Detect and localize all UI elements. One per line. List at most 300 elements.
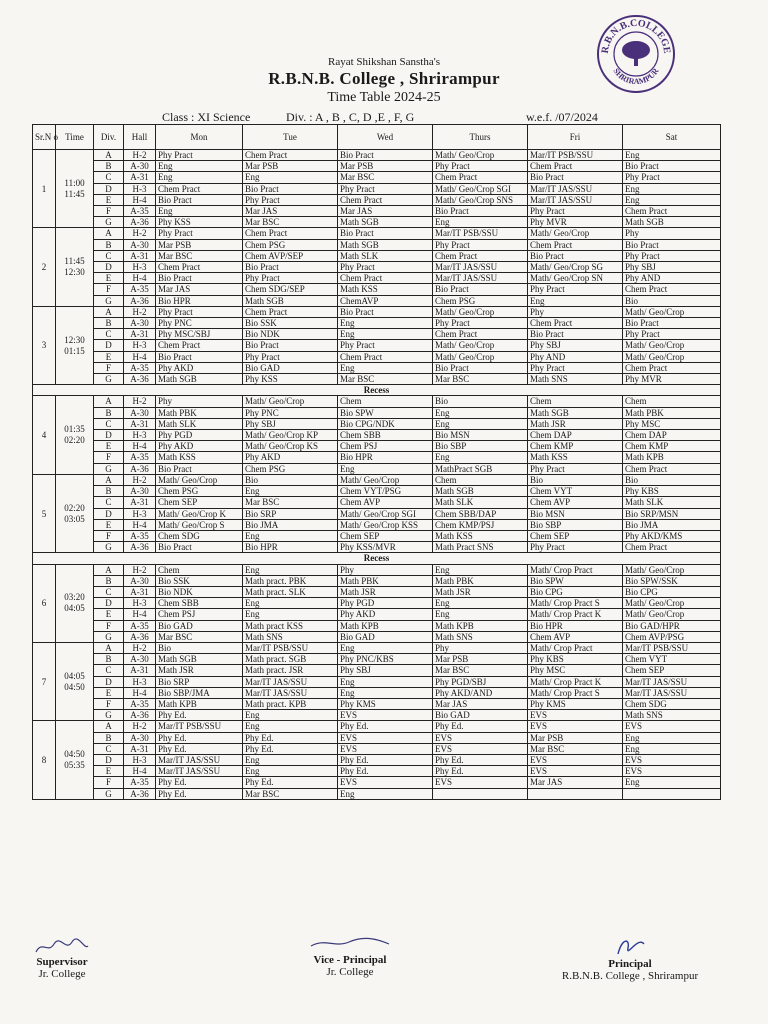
subject-cell: Eng — [156, 161, 243, 172]
period-time-part: 04:05 — [64, 670, 85, 681]
subject-cell: Math pract KSS — [243, 620, 338, 631]
subject-cell: Math pract. PBK — [243, 575, 338, 586]
hall-cell: H-2 — [124, 642, 156, 653]
subject-cell: Math/ Geo/Crop KS — [243, 441, 338, 452]
subject-cell: Mar JAS — [433, 698, 528, 709]
table-row — [33, 441, 721, 452]
division-cell: E — [94, 441, 124, 452]
subject-cell: Math PBK — [623, 407, 721, 418]
recess-row — [33, 553, 721, 564]
table-row — [33, 228, 721, 239]
hall-cell: H-2 — [124, 474, 156, 485]
table-row — [33, 754, 721, 765]
subject-cell: Eng — [433, 598, 528, 609]
subject-cell: Math/ Geo/Crop SGI — [433, 183, 528, 194]
hall-cell: A-31 — [124, 743, 156, 754]
subject-cell: Chem Pract — [623, 362, 721, 373]
subject-cell: Math SLK — [156, 418, 243, 429]
table-row — [33, 642, 721, 653]
table-row — [33, 362, 721, 373]
subject-cell: Phy Pract — [528, 542, 623, 553]
vice-principal-role: Vice - Principal — [313, 954, 387, 966]
table-row — [33, 530, 721, 541]
subject-cell: Math KPB — [156, 698, 243, 709]
division-cell: B — [94, 239, 124, 250]
subject-cell: Eng — [338, 318, 433, 329]
subject-cell: Mar BSC — [156, 250, 243, 261]
hall-cell: A-31 — [124, 665, 156, 676]
period-number: 6 — [33, 564, 56, 642]
subject-cell: Phy Ed. — [156, 743, 243, 754]
subject-cell: EVS — [338, 710, 433, 721]
hall-cell: H-4 — [124, 766, 156, 777]
division-cell: F — [94, 530, 124, 541]
column-header: Thurs — [433, 125, 528, 150]
subject-cell: Bio Pract — [528, 250, 623, 261]
subject-cell: Bio HPR — [528, 620, 623, 631]
table-row — [33, 217, 721, 228]
subject-cell: Chem VYT/PSG — [338, 486, 433, 497]
subject-cell: Chem SDG/SEP — [243, 284, 338, 295]
subject-cell: Phy Pract — [243, 194, 338, 205]
subject-cell — [528, 788, 623, 799]
subject-cell: Math/ Geo/Crop SGI — [338, 508, 433, 519]
subject-cell: Mar BSC — [338, 172, 433, 183]
hall-cell: H-3 — [124, 262, 156, 273]
table-row — [33, 172, 721, 183]
subject-cell: Chem SBB/DAP — [433, 508, 528, 519]
vice-principal-signature — [290, 934, 410, 978]
table-row — [33, 295, 721, 306]
subject-cell: Math/ Geo/Crop — [528, 228, 623, 239]
subject-cell — [623, 788, 721, 799]
subject-cell: Math SGB — [156, 374, 243, 385]
subject-cell: Chem VYT — [528, 486, 623, 497]
supervisor-signature — [22, 938, 102, 980]
hall-cell: A-31 — [124, 172, 156, 183]
college-name: R.B.N.B. College , Shrirampur — [268, 69, 500, 88]
subject-cell: Math pract. SGB — [243, 654, 338, 665]
division-cell: B — [94, 161, 124, 172]
subject-cell: Math SGB — [338, 239, 433, 250]
division-cell: A — [94, 721, 124, 732]
subject-cell: Bio — [243, 474, 338, 485]
subject-cell: Eng — [338, 362, 433, 373]
division-label: Div. : A , B , C, D ,E , F, G — [286, 110, 415, 124]
hall-cell: A-36 — [124, 631, 156, 642]
table-row — [33, 306, 721, 317]
subject-cell: Math JSR — [338, 586, 433, 597]
subject-cell: Chem — [433, 474, 528, 485]
subject-cell: Phy Pract — [156, 306, 243, 317]
subject-cell: Mar/IT JAS/SSU — [528, 194, 623, 205]
hall-cell: A-31 — [124, 586, 156, 597]
division-cell: E — [94, 194, 124, 205]
subject-cell: Phy Pract — [338, 340, 433, 351]
subject-cell: EVS — [528, 754, 623, 765]
division-cell: B — [94, 575, 124, 586]
table-row — [33, 598, 721, 609]
subject-cell: Chem — [338, 396, 433, 407]
subject-cell: Math/ Geo/Crop S — [156, 519, 243, 530]
subject-cell: Math Pract SNS — [433, 542, 528, 553]
subject-cell: Phy Pract — [528, 463, 623, 474]
subject-cell: Math JSR — [433, 586, 528, 597]
subject-cell: Eng — [623, 743, 721, 754]
subject-cell: Chem SBB — [156, 598, 243, 609]
subject-cell: EVS — [338, 732, 433, 743]
subject-cell: Phy KBS — [623, 486, 721, 497]
division-cell: F — [94, 620, 124, 631]
hall-cell: A-36 — [124, 710, 156, 721]
seal-bottom-text: SHRIRAMPUR — [611, 66, 661, 87]
subject-cell: Phy Pract — [528, 206, 623, 217]
subject-cell: Phy Pract — [338, 183, 433, 194]
subject-cell: Math SLK — [433, 497, 528, 508]
subject-cell: Phy KSS/MVR — [338, 542, 433, 553]
subject-cell: Math/ Geo/Crop — [623, 564, 721, 575]
hall-cell: A-36 — [124, 295, 156, 306]
table-row — [33, 340, 721, 351]
period-time-part: 11:00 — [64, 177, 85, 188]
table-row — [33, 542, 721, 553]
hall-cell: H-4 — [124, 609, 156, 620]
subject-cell: Eng — [338, 329, 433, 340]
subject-cell: Bio GAD — [338, 631, 433, 642]
subject-cell: Mar/IT JAS/SSU — [156, 754, 243, 765]
subject-cell: Phy AND — [528, 351, 623, 362]
subject-cell: Phy MVR — [528, 217, 623, 228]
division-cell: F — [94, 777, 124, 788]
subject-cell: Phy — [528, 306, 623, 317]
subject-cell: Phy SBJ — [338, 665, 433, 676]
period-number: 7 — [33, 642, 56, 720]
division-cell: D — [94, 754, 124, 765]
column-header: Fri — [528, 125, 623, 150]
division-cell: G — [94, 463, 124, 474]
table-row — [33, 508, 721, 519]
subject-cell: EVS — [528, 721, 623, 732]
hall-cell: A-30 — [124, 318, 156, 329]
subject-cell: Math/ Crop Pract — [528, 642, 623, 653]
subject-cell: Mar BSC — [243, 788, 338, 799]
supervisor-sub: Jr. College — [38, 968, 86, 980]
period-time-part: 03:05 — [64, 513, 85, 524]
subject-cell: Math/ Geo/Crop KP — [243, 430, 338, 441]
period-time — [56, 150, 94, 228]
period-time-part: 01:35 — [64, 424, 85, 435]
subject-cell: Mar/IT JAS/SSU — [433, 273, 528, 284]
subject-cell: Eng — [623, 194, 721, 205]
subject-cell: Bio GAD/HPR — [623, 620, 721, 631]
table-row — [33, 194, 721, 205]
subject-cell: Phy Ed. — [433, 754, 528, 765]
period-time — [56, 721, 94, 799]
subject-cell: Chem SBB — [338, 430, 433, 441]
timetable-title: Time Table 2024-25 — [327, 90, 441, 105]
hall-cell: H-3 — [124, 340, 156, 351]
subject-cell: MathPract SGB — [433, 463, 528, 474]
subject-cell: Bio HPR — [243, 542, 338, 553]
hall-cell: A-36 — [124, 374, 156, 385]
table-row — [33, 161, 721, 172]
subject-cell: Math/ Geo/Crop — [623, 351, 721, 362]
subject-cell: Phy KSS — [156, 217, 243, 228]
division-cell: B — [94, 486, 124, 497]
subject-cell: Phy — [156, 396, 243, 407]
division-cell: D — [94, 183, 124, 194]
period-time — [56, 642, 94, 720]
division-cell: C — [94, 418, 124, 429]
subject-cell: Eng — [338, 676, 433, 687]
division-cell: D — [94, 430, 124, 441]
subject-cell: Eng — [623, 777, 721, 788]
subject-cell: Phy AKD — [338, 609, 433, 620]
hall-cell: H-4 — [124, 519, 156, 530]
subject-cell: EVS — [623, 721, 721, 732]
table-row — [33, 620, 721, 631]
hall-cell: H-2 — [124, 150, 156, 161]
subject-cell: Bio GAD — [243, 362, 338, 373]
division-cell: G — [94, 542, 124, 553]
subject-cell: Math/ Crop Pract S — [528, 687, 623, 698]
subject-cell: Phy MSC — [528, 665, 623, 676]
subject-cell: Bio Pract — [156, 463, 243, 474]
recess-row — [33, 385, 721, 396]
subject-cell: Math pract. KPB — [243, 698, 338, 709]
subject-cell: Phy MSC/SBJ — [156, 329, 243, 340]
subject-cell: Chem SEP — [156, 497, 243, 508]
hall-cell: A-35 — [124, 698, 156, 709]
hall-cell: H-3 — [124, 508, 156, 519]
subject-cell: Bio SRP/MSN — [623, 508, 721, 519]
timetable-header-row — [33, 125, 721, 150]
subject-cell: Chem SEP — [528, 530, 623, 541]
table-row — [33, 273, 721, 284]
subject-cell: Math/ Geo/Crop SNS — [433, 194, 528, 205]
hall-cell: H-3 — [124, 676, 156, 687]
period-time-part: 04:50 — [64, 749, 85, 760]
hall-cell: A-30 — [124, 732, 156, 743]
class-label: Class : XI Science — [162, 110, 251, 124]
table-row — [33, 777, 721, 788]
subject-cell: Phy Pract — [156, 150, 243, 161]
subject-cell: Mar/IT PSB/SSU — [243, 642, 338, 653]
column-header: Wed — [338, 125, 433, 150]
subject-cell: Chem KMP — [623, 441, 721, 452]
subject-cell: Chem Pract — [243, 228, 338, 239]
table-row — [33, 407, 721, 418]
org-name: Rayat Shikshan Sanstha's — [328, 56, 440, 68]
table-row — [33, 698, 721, 709]
division-cell: E — [94, 519, 124, 530]
column-header: Div. — [94, 125, 124, 150]
subject-cell: Math/ Geo/Crop SN — [528, 273, 623, 284]
division-cell: A — [94, 150, 124, 161]
division-cell: C — [94, 497, 124, 508]
hall-cell: A-35 — [124, 620, 156, 631]
period-time-part: 02:20 — [64, 502, 85, 513]
subject-cell: Bio SBP — [433, 441, 528, 452]
period-time-part: 03:20 — [64, 592, 85, 603]
table-row — [33, 418, 721, 429]
subject-cell: Chem PSG — [243, 239, 338, 250]
subject-cell: Mar/IT PSB/SSU — [623, 642, 721, 653]
hall-cell: A-31 — [124, 250, 156, 261]
subject-cell: Math SGB — [156, 654, 243, 665]
subject-cell: Bio HPR — [156, 295, 243, 306]
table-row — [33, 687, 721, 698]
table-row — [33, 721, 721, 732]
subject-cell: Chem Pract — [338, 273, 433, 284]
period-time — [56, 228, 94, 306]
subject-cell: Chem Pract — [156, 183, 243, 194]
hall-cell: A-35 — [124, 530, 156, 541]
subject-cell: Mar PSB — [338, 161, 433, 172]
subject-cell: Mar BSC — [433, 374, 528, 385]
subject-cell: Eng — [433, 418, 528, 429]
subject-cell: Phy Pract — [243, 351, 338, 362]
subject-cell — [433, 788, 528, 799]
subject-cell: Bio — [156, 642, 243, 653]
subject-cell: Mar JAS — [528, 777, 623, 788]
subject-cell: Chem PSG — [243, 463, 338, 474]
subject-cell: Bio Pract — [623, 161, 721, 172]
period-time — [56, 474, 94, 552]
subject-cell: Phy PNC/KBS — [338, 654, 433, 665]
subject-cell: Math SGB — [623, 217, 721, 228]
subject-cell: Eng — [433, 452, 528, 463]
period-number: 3 — [33, 306, 56, 384]
hall-cell: A-35 — [124, 362, 156, 373]
division-cell: G — [94, 217, 124, 228]
subject-cell: Math/ Crop Pract S — [528, 598, 623, 609]
hall-cell: H-3 — [124, 754, 156, 765]
signature-scribble-icon — [305, 934, 395, 954]
subject-cell: Math PBK — [156, 407, 243, 418]
subject-cell: Bio SRP — [156, 676, 243, 687]
subject-cell: Math JSR — [528, 418, 623, 429]
subject-cell: Chem DAP — [623, 430, 721, 441]
subject-cell: Phy PGD — [338, 598, 433, 609]
division-cell: A — [94, 228, 124, 239]
subject-cell: Math KPB — [623, 452, 721, 463]
subject-cell: Math/ Crop Pract K — [528, 609, 623, 620]
subject-cell: Chem Pract — [623, 284, 721, 295]
subject-cell: Chem PSJ — [338, 441, 433, 452]
hall-cell: H-3 — [124, 430, 156, 441]
subject-cell: Eng — [243, 486, 338, 497]
subject-cell: Math PBK — [338, 575, 433, 586]
subject-cell: Math KSS — [338, 284, 433, 295]
subject-cell: Phy PGD/SBJ — [433, 676, 528, 687]
subject-cell: Eng — [528, 295, 623, 306]
hall-cell: H-4 — [124, 273, 156, 284]
subject-cell: Phy Pract — [243, 273, 338, 284]
subject-cell: Math/ Geo/Crop K — [156, 508, 243, 519]
subject-cell: Chem Pract — [528, 239, 623, 250]
subject-cell: Mar PSB — [243, 161, 338, 172]
subject-cell: Phy SBJ — [623, 262, 721, 273]
subject-cell: Math SLK — [623, 497, 721, 508]
subject-cell: Chem Pract — [433, 250, 528, 261]
division-cell: F — [94, 698, 124, 709]
division-cell: E — [94, 351, 124, 362]
period-number: 5 — [33, 474, 56, 552]
subject-cell: Phy Ed. — [433, 721, 528, 732]
table-row — [33, 486, 721, 497]
subject-cell: Chem PSG — [156, 486, 243, 497]
division-cell: B — [94, 654, 124, 665]
subject-cell: Math SNS — [623, 710, 721, 721]
subject-cell: Chem PSJ — [156, 609, 243, 620]
table-row — [33, 586, 721, 597]
hall-cell: H-2 — [124, 721, 156, 732]
principal-signature — [540, 934, 720, 982]
subject-cell: EVS — [433, 743, 528, 754]
subject-cell: Phy SBJ — [528, 340, 623, 351]
subject-cell: Eng — [243, 754, 338, 765]
table-row — [33, 396, 721, 407]
subject-cell: Mar BSC — [528, 743, 623, 754]
subject-cell: Mar BSC — [338, 374, 433, 385]
subject-cell: Bio Pract — [338, 228, 433, 239]
hall-cell: A-35 — [124, 777, 156, 788]
subject-cell: Phy Pract — [156, 228, 243, 239]
column-header: Hall — [124, 125, 156, 150]
table-row — [33, 463, 721, 474]
subject-cell: Eng — [156, 206, 243, 217]
subject-cell: Phy Ed. — [243, 743, 338, 754]
subject-cell: Bio Pract — [338, 150, 433, 161]
subject-cell: Phy Ed. — [433, 766, 528, 777]
subject-cell: Mar/IT PSB/SSU — [433, 228, 528, 239]
division-cell: F — [94, 452, 124, 463]
subject-cell: Mar BSC — [156, 631, 243, 642]
subject-cell: Chem AVP/PSG — [623, 631, 721, 642]
table-row — [33, 150, 721, 161]
principal-role: Principal — [608, 958, 652, 970]
subject-cell: Eng — [338, 642, 433, 653]
division-cell: D — [94, 340, 124, 351]
subject-cell: Eng — [243, 598, 338, 609]
table-row — [33, 262, 721, 273]
subject-cell: Chem Pract — [528, 318, 623, 329]
subject-cell: Eng — [156, 172, 243, 183]
subject-cell: Phy Pract — [338, 262, 433, 273]
subject-cell: Math/ Geo/Crop — [623, 306, 721, 317]
subject-cell: Phy Ed. — [338, 721, 433, 732]
subject-cell: Phy Ed. — [338, 754, 433, 765]
column-header: Time — [56, 125, 94, 150]
subject-cell: Chem SDG — [156, 530, 243, 541]
table-row — [33, 497, 721, 508]
subject-cell: Bio Pract — [243, 340, 338, 351]
subject-cell: Bio Pract — [623, 239, 721, 250]
hall-cell: H-4 — [124, 441, 156, 452]
subject-cell: EVS — [433, 777, 528, 788]
subject-cell: Math/ Geo/Crop — [623, 340, 721, 351]
subject-cell: Chem Pract — [156, 262, 243, 273]
subject-cell: Math pract. JSR — [243, 665, 338, 676]
subject-cell: EVS — [433, 732, 528, 743]
subject-cell: Mar JAS — [338, 206, 433, 217]
division-cell: C — [94, 250, 124, 261]
hall-cell: H-2 — [124, 564, 156, 575]
subject-cell: Bio Pract — [156, 542, 243, 553]
subject-cell: Eng — [243, 172, 338, 183]
subject-cell: Bio Pract — [156, 194, 243, 205]
